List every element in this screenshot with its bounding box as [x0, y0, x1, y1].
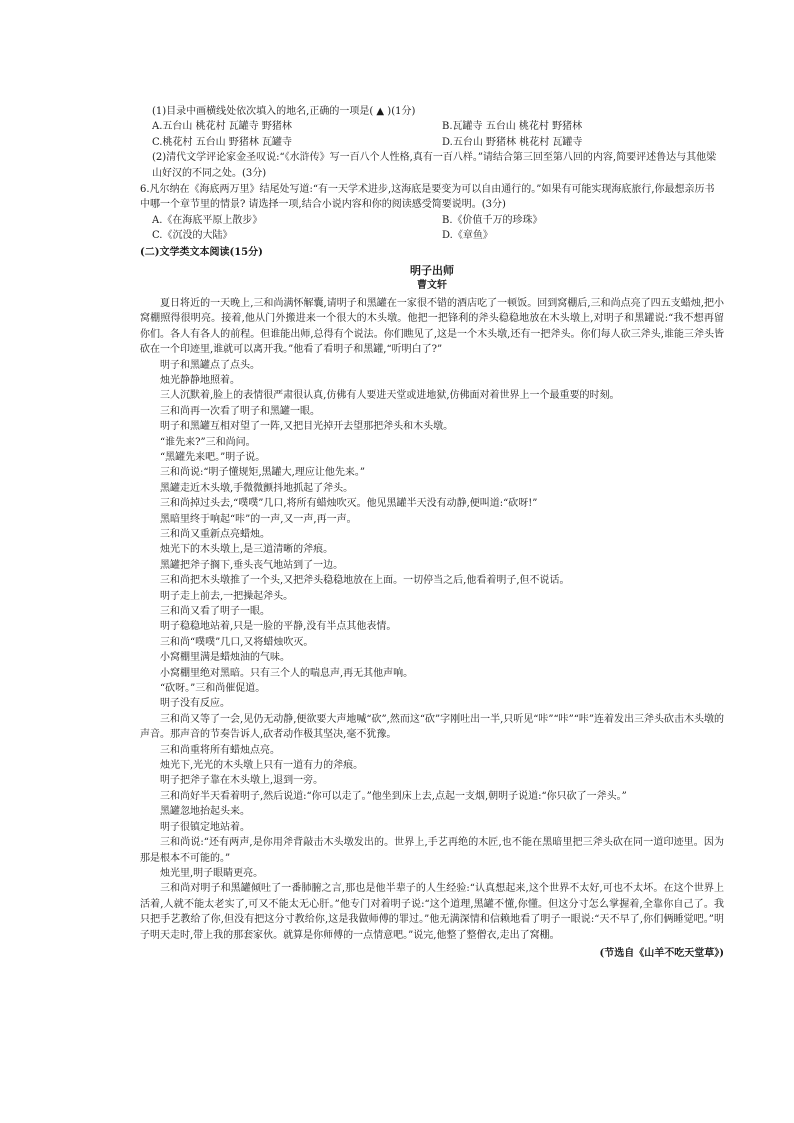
story-paragraph: 小窝棚里绝对黑暗。只有三个人的喘息声,再无其他声响。: [160, 667, 414, 679]
story-paragraph: 三和尚“噗噗”几口,又将蜡烛吹灭。: [160, 636, 314, 648]
story-paragraph: 三人沉默着,脸上的表情很严肃很认真,仿佛有人要进天堂或进地狱,仿佛面对着世界上一个最重要的时刻。: [160, 390, 620, 402]
story-paragraph: 三和尚掉过头去,“噗噗”几口,将所有蜡烛吹灭。他见黑罐半天没有动静,便叫道:“砍呀!”: [160, 498, 538, 510]
question-5-option-a: A.五台山 桃花村 瓦罐寺 野猪林: [152, 121, 292, 133]
story-paragraph: 小窝棚里满是蜡烛油的气味。: [160, 652, 290, 664]
question-5-sub1: (1)目录中画横线处依次填入的地名,正确的一项是( ▲ )(1分): [152, 106, 416, 117]
story-paragraph: 明子稳稳地站着,只是一脸的平静,没有半点其他表情。: [160, 621, 397, 633]
question-5-options: [140, 119, 724, 150]
story-paragraph: 三和尚好半天看着明子,然后说道:“你可以走了。”他坐到床上去,点起一支烟,朝明子说道:“你只砍了一斧头。”: [160, 790, 627, 802]
story-author: 曹文轩: [417, 280, 447, 292]
story-paragraph: 三和尚再一次看了明子和黑罐一眼。: [160, 405, 320, 417]
story-paragraph: 明子没有反应。: [160, 698, 230, 710]
question-5: [140, 104, 724, 181]
question-6-option-d: D.《章鱼》: [442, 230, 493, 242]
story-paragraph: 明子很镇定地站着。: [160, 821, 250, 833]
story-paragraph: 三和尚又看了明子一眼。: [160, 606, 270, 617]
question-6-option-a: A.《在海底平原上散步》: [152, 214, 263, 226]
story-paragraph: “谁先来?”三和尚问。: [160, 436, 256, 448]
question-5-option-b: B.瓦罐寺 五台山 桃花村 野猪林: [442, 121, 583, 133]
story-source: (节选自《山羊不吃天堂草》): [599, 947, 724, 959]
story-paragraph: 烛光里,明子眼睛更亮。: [160, 867, 264, 879]
story-paragraph: 烛光下的木头墩上,是三道清晰的斧痕。: [160, 544, 334, 556]
story-paragraph: 三和尚重将所有蜡烛点亮。: [160, 744, 280, 756]
question-6: [140, 182, 724, 244]
question-5-option-c: C.桃花村 五台山 野猪林 瓦罐寺: [152, 136, 293, 148]
story-body: [140, 296, 724, 943]
story-paragraph: 三和尚又等了一会,见仍无动静,便欲要大声地喊“砍”,然而这“砍”字刚吐出一半,只听见“咔”“咔”“咔”连着发出三斧头砍击木头墩的声音。那声音的节奏告诉人,砍者动作极其坚决,毫不犹豫。: [140, 713, 724, 741]
story-paragraph: 明子把斧子靠在木头墩上,退到一旁。: [160, 775, 324, 787]
question-6-stem: 6.凡尔纳在《海底两万里》结尾处写道:“有一天学术进步,这海底是要变为可以自由通行的。”如果有可能实现海底旅行,你最想亲历书中哪一个章节里的情景? 请选择一项,结合小说内容和你的阅读感受简要说明。(3分): [140, 184, 715, 211]
story-paragraph: 三和尚说:“明子懂规矩,黑罐大,理应让他先来。”: [160, 467, 365, 479]
story-paragraph: 黑罐把斧子搁下,垂头丧气地站到了一边。: [160, 559, 344, 571]
story-paragraph: 三和尚又重新点亮蜡烛。: [160, 528, 270, 540]
question-5-sub2: (2)清代文学评论家金圣叹说:“《水浒传》写一百八个人性格,真有一百八样。”请结合第三回至第八回的内容,简要评述鲁达与其他梁山好汉的不同之处。(3分): [152, 152, 717, 179]
story-paragraph: “黑罐先来吧。”明子说。: [160, 451, 266, 463]
story-paragraph: 三和尚对明子和黑罐倾吐了一番肺腑之言,那也是他半辈子的人生经验:“认真想起来,这个世界不太好,可也不太坏。在这个世界上活着,人就不能太老实了,可又不能太无心肝。”他专门对着明子说:“这个道理,黑罐不懂,你懂。但这分寸怎么掌握着,全靠你自己了。我只把手艺教给了你,但没有把这分寸教给你,这是我做师傅的罪过。”他无满深情和信赖地看了明子一眼说:“天不早了,你们俩睡觉吧。”明子明天走时,带上我的那套家伙。就算是你师傅的一点情意吧。”说完,他整了整僧衣,走出了窝棚。: [140, 883, 724, 941]
question-6-options: [140, 213, 724, 244]
story-paragraph: 明子和黑罐点了点头。: [160, 359, 260, 371]
question-6-option-b: B.《价值千万的珍珠》: [442, 214, 543, 226]
story-paragraph: “砍呀。”三和尚催促道。: [160, 683, 266, 695]
section-heading: (二)文学类文本阅读(15分): [140, 246, 263, 258]
story-paragraph: 烛光下,光光的木头墩上只有一道有力的斧痕。: [160, 760, 364, 772]
story-paragraph: 明子和黑罐互相对望了一阵,又把目光掉开去望那把斧头和木头墩。: [160, 421, 454, 433]
story-paragraph: 黑罐走近木头墩,手微微颤抖地抓起了斧头。: [160, 482, 354, 494]
question-5-option-d: D.五台山 野猪林 桃花村 瓦罐寺: [442, 136, 583, 148]
story-paragraph: 烛光静静地照着。: [160, 374, 240, 386]
story-paragraph: 三和尚把木头墩推了一个头,又把斧头稳稳地放在上面。一切停当之后,他看着明子,但不说话。: [160, 575, 570, 587]
story-paragraph: 黑暗里终于响起“咔”的一声,又一声,再一声。: [160, 513, 357, 525]
story-paragraph: 明子走上前去,一把操起斧头。: [160, 590, 294, 602]
story-title: 明子出师: [410, 264, 454, 278]
story-paragraph: 三和尚说:“还有两声,是你用斧背敲击木头墩发出的。世界上,手艺再绝的木匠,也不能在黑暗里把三斧头砍在同一道印迹里。因为那是根本不可能的。”: [140, 837, 724, 864]
story-paragraph: 黑罐忽地抬起头来。: [160, 806, 250, 818]
question-6-option-c: C.《沉没的大陆》: [152, 230, 233, 242]
story-paragraph: 夏日将近的一天晚上,三和尚满怀解囊,请明子和黑罐在一家很不错的酒店吃了一顿饭。回到窝棚后,三和尚点亮了四五支蜡烛,把小窝棚照得很明亮。接着,他从门外搬进来一个很大的木头墩。他把一把锋利的斧头稳稳地放在木头墩上,对明子和黑罐说:“我不想再留你们。各人有各人的前程。但谁能出师,总得有个说法。你们瞧见了,这是一个木头墩,还有一把斧头。你们每人砍三斧头,谁能三斧头皆砍在一个印迹里,谁就可以离开我。”他看了看明子和黑罐,“听明白了?”: [140, 297, 724, 356]
